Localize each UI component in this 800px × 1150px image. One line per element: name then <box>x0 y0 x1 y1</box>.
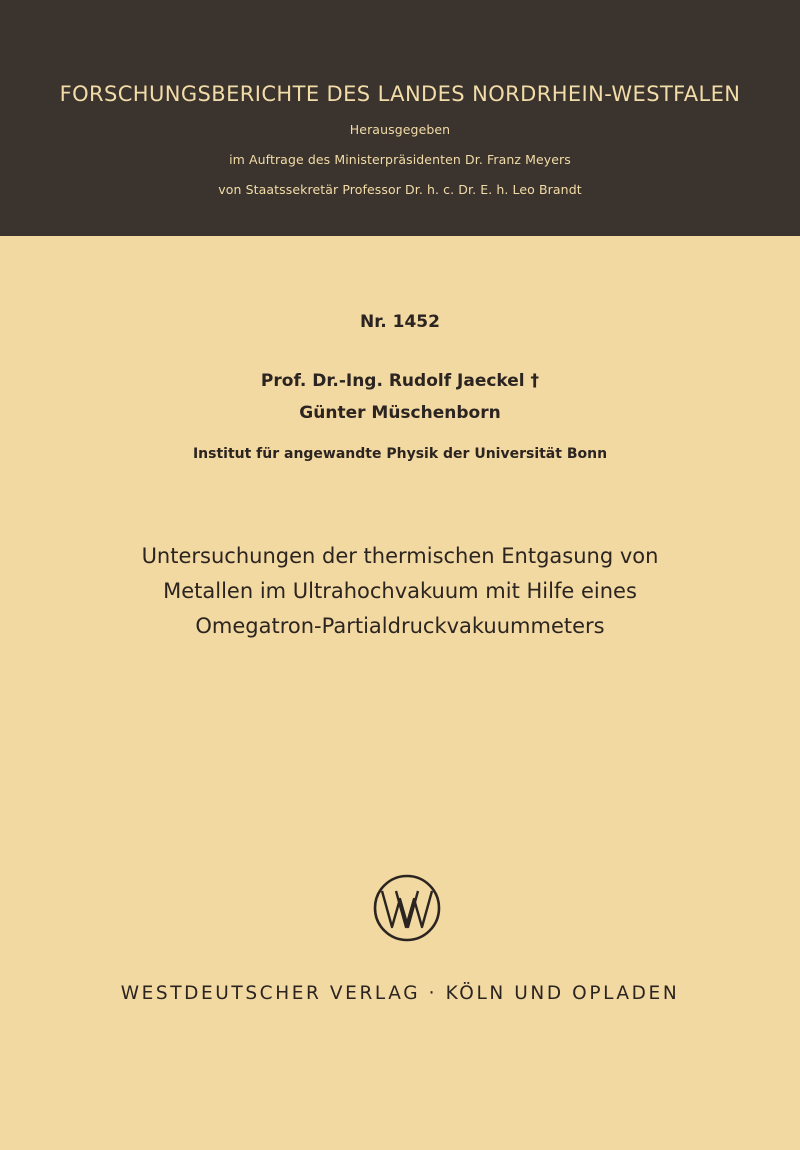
author-1: Prof. Dr.-Ing. Rudolf Jaeckel † <box>260 371 540 391</box>
book-title <box>0 539 800 644</box>
editor-line-2: im Auftrage des Ministerpräsidenten Dr. Franz Meyers <box>229 152 571 167</box>
title-line-3: Omegatron-Partialdruckvakuummeters <box>195 614 605 638</box>
series-title: FORSCHUNGSBERICHTE DES LANDES NORDRHEIN-WESTFALEN <box>59 82 741 106</box>
editor-line-1: Herausgegeben <box>349 122 451 137</box>
title-line-2: Metallen im Ultrahochvakuum mit Hilfe eines <box>163 579 637 603</box>
report-number: Nr. 1452 <box>360 312 440 332</box>
editor-line-3: von Staatssekretär Professor Dr. h. c. Dr. E. h. Leo Brandt <box>218 182 582 197</box>
institute: Institut für angewandte Physik der Universität Bonn <box>192 446 608 462</box>
author-2: Günter Müschenborn <box>299 403 501 423</box>
title-line-1: Untersuchungen der thermischen Entgasung von <box>141 544 659 568</box>
publisher-line: WESTDEUTSCHER VERLAG · KÖLN UND OPLADEN <box>120 983 680 1004</box>
publisher-logo-icon <box>372 873 442 943</box>
series-header <box>0 0 800 236</box>
